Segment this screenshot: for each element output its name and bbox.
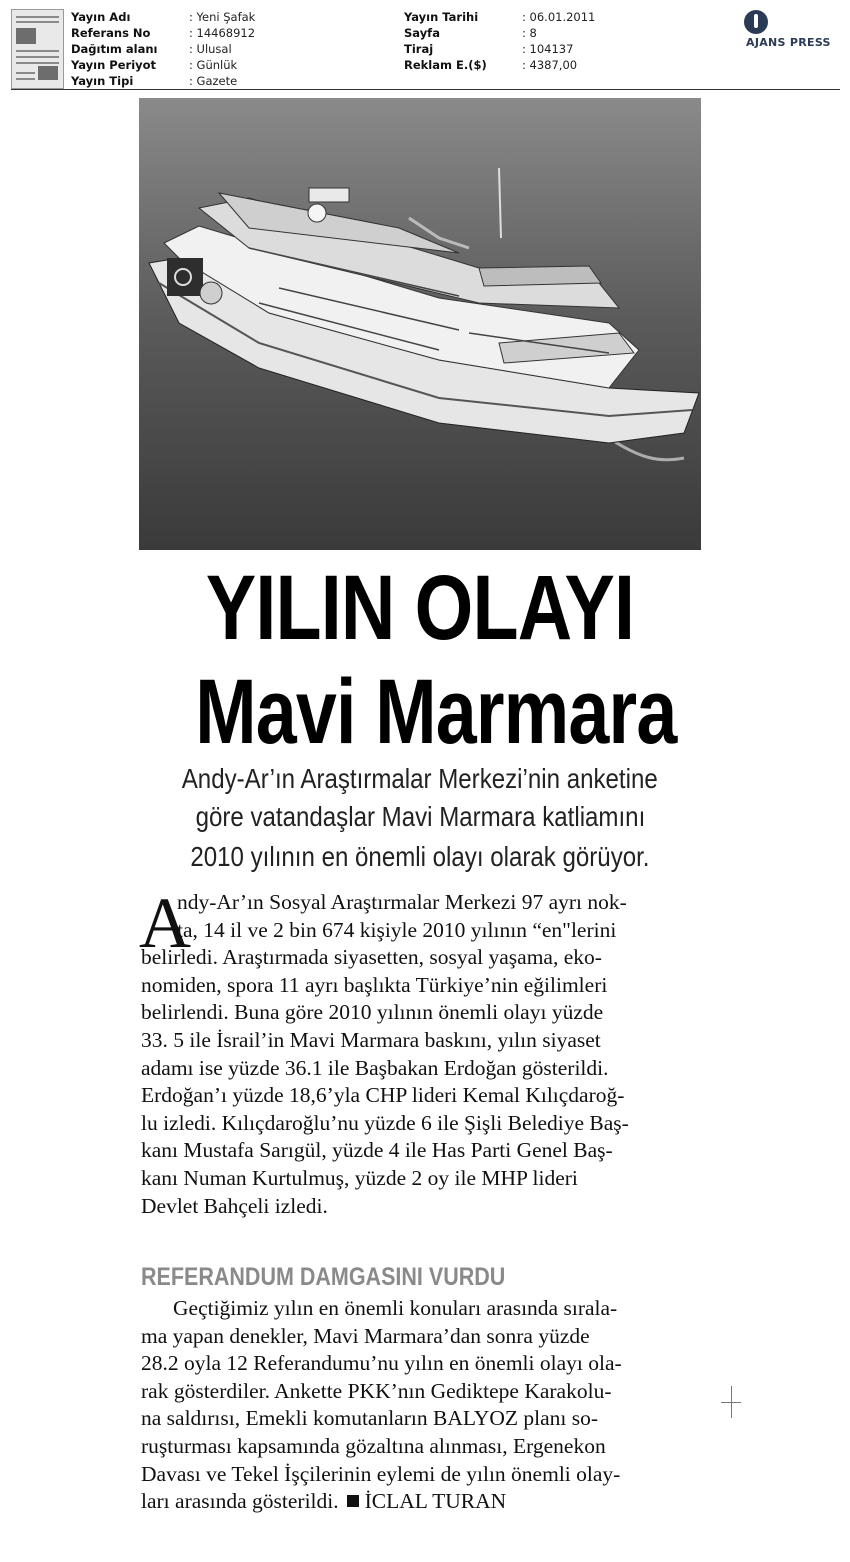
body-line: 28.2 oyla 12 Referandumu’nu yılın en önemli olayı ola- [141, 1351, 622, 1376]
body-line: belirlendi. Buna göre 2010 yılının önemli olayı yüzde [141, 1000, 604, 1025]
meta-left [71, 9, 255, 89]
body-line: Davası ve Tekel İşçilerinin eylemi de yılın önemli olay- [141, 1461, 621, 1486]
article-paragraph-1 [139, 883, 703, 1220]
body-line: kanı Mustafa Sarıgül, yüzde 4 ile Has Parti Genel Baş- [141, 1138, 613, 1163]
meta-row-reference-no: Referans No : 14468912 [71, 26, 256, 40]
meta-row-date: Yayın Tarihi : 06.01.2011 [404, 10, 596, 24]
body-line: ma yapan denekler, Mavi Marmara’dan sonra yüzde [141, 1323, 590, 1348]
meta-row-publication-name: Yayın Adı : Yeni Şafak [71, 10, 256, 24]
ship-photo [139, 98, 701, 550]
body-line: 33. 5 ile İsrail’in Mavi Marmara baskını, yılın siyaset [141, 1027, 601, 1052]
headline-line-1: YILIN OLAYI [205, 557, 635, 659]
article-paragraph-2 [141, 1295, 703, 1516]
subheading: REFERANDUM DAMGASINI VURDU [141, 1263, 506, 1291]
deck-line: 2010 yılının en önemli olayı olarak görüyor. [190, 841, 650, 872]
logo-text: AJANS PRESS [746, 36, 831, 49]
meta-right [404, 9, 595, 73]
body-line: ta, 14 il ve 2 bin 674 kişiyle 2010 yılının “en"lerini [177, 917, 617, 942]
body-line: nomiden, spora 11 ayrı başlıkta Türkiye’nin eğilimleri [141, 972, 608, 997]
body-line: Erdoğan’ı yüzde 18,6’yla CHP lideri Kemal Kılıçdaroğ- [141, 1083, 625, 1108]
crop-mark [731, 1386, 732, 1418]
body-line: lu izledi. Kılıçdaroğlu’nu yüzde 6 ile Şişli Belediye Baş- [141, 1110, 629, 1135]
page-thumbnail [11, 9, 64, 89]
deck-line: Andy-Ar’ın Araştırmalar Merkezi’nin anketine [181, 763, 658, 794]
body-line: na saldırısı, Emekli komutanların BALYOZ planı so- [141, 1406, 599, 1431]
headline-line-2: Mavi Marmara [195, 661, 677, 763]
body-line: ndy-Ar’ın Sosyal Araştırmalar Merkezi 97 ayrı nok- [177, 890, 627, 914]
meta-row-circulation: Tiraj : 104137 [404, 42, 574, 56]
deck-line: göre vatandaşlar Mavi Marmara katliamını [195, 801, 645, 832]
ajans-press-logo-icon [744, 10, 768, 34]
meta-row-period: Yayın Periyot : Günlük [71, 58, 238, 72]
body-line: rak gösterdiler. Ankette PKK’nın Gediktepe Karakolu- [141, 1378, 612, 1403]
body-line: kanı Numan Kurtulmuş, yüzde 2 oy ile MHP lideri [141, 1165, 578, 1190]
body-line: Geçtiğimiz yılın en önemli konuları arasında sırala- [173, 1296, 618, 1320]
meta-row-page: Sayfa : 8 [404, 26, 537, 40]
byline: İCLAL TURAN [364, 1489, 507, 1514]
meta-row-distribution: Dağıtım alanı : Ulusal [71, 42, 232, 56]
body-line: ruşturması kapsamında gözaltına alınması, Ergenekon [141, 1433, 606, 1458]
body-line: adamı ise yüzde 36.1 ile Başbakan Erdoğan gösterildi. [141, 1055, 609, 1080]
drop-cap: A [139, 883, 191, 963]
meta-row-ad-value: Reklam E.($) : 4387,00 [404, 58, 578, 72]
body-line: belirledi. Araştırmada siyasetten, sosyal yaşama, eko- [141, 945, 602, 970]
ajans-press-logo [744, 10, 840, 52]
meta-row-type: Yayın Tipi : Gazete [71, 74, 238, 88]
body-line: Devlet Bahçeli izledi. [141, 1193, 328, 1218]
body-line-last: ları arasında gösterildi. İCLAL TURAN [141, 1489, 507, 1514]
header-divider [11, 89, 840, 90]
end-square-icon [347, 1495, 359, 1507]
